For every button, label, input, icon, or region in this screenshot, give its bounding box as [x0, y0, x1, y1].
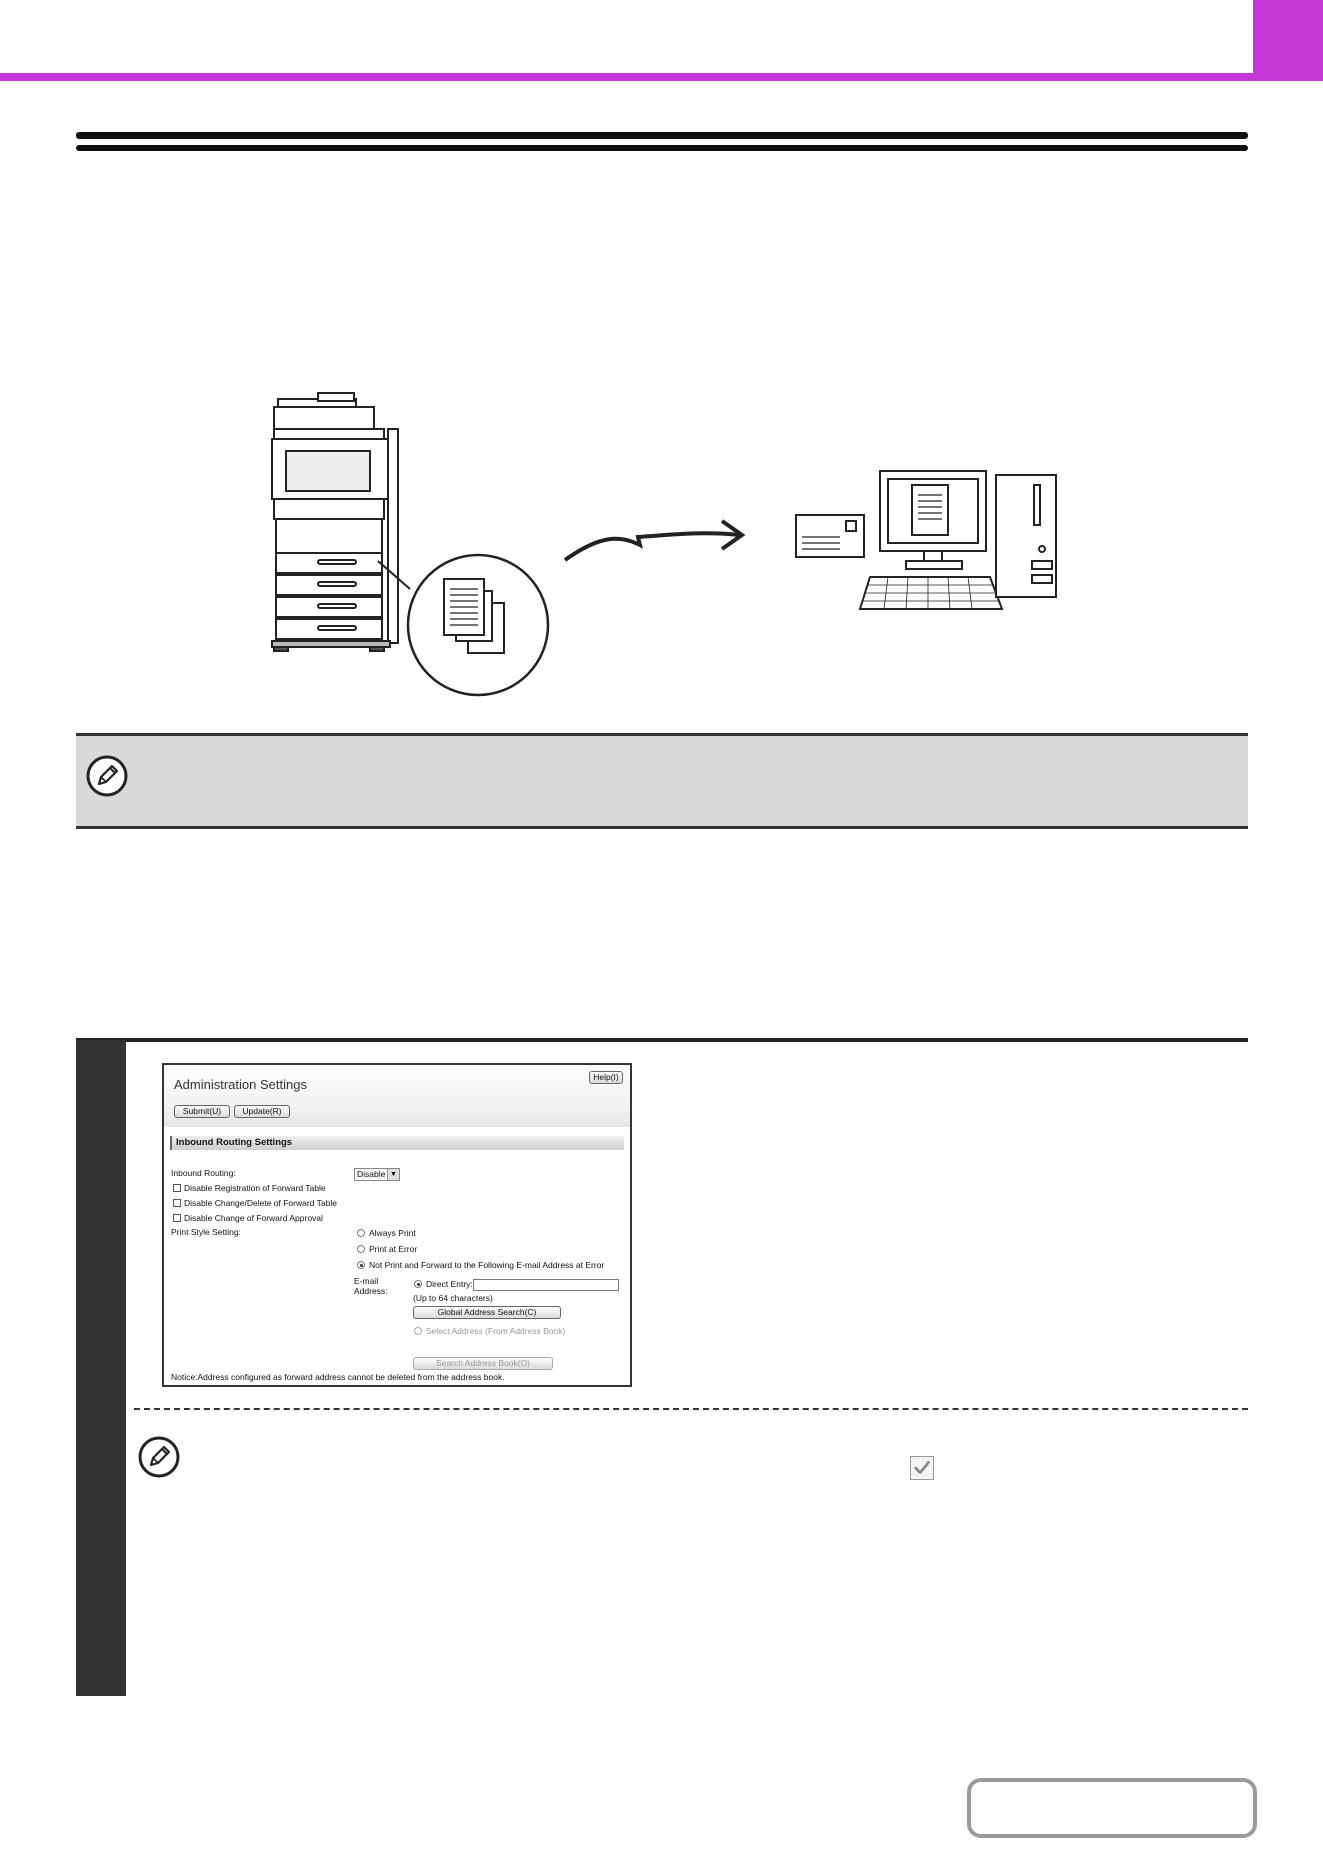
help-button[interactable]: Help(I): [589, 1071, 623, 1084]
radio-print-at-error[interactable]: [357, 1245, 365, 1253]
send-arrow: [565, 521, 742, 560]
select-address-label: Select Address (From Address Book): [426, 1326, 566, 1336]
title-rule-bottom: [76, 145, 1248, 151]
multifunction-printer: [272, 393, 398, 651]
step-bar: [76, 1040, 126, 1696]
radio-always-print[interactable]: [357, 1229, 365, 1237]
pencil-icon: [138, 1436, 180, 1478]
contents-button[interactable]: [967, 1778, 1257, 1838]
corner-tab[interactable]: [1253, 0, 1323, 76]
chevron-down-icon: ▼: [387, 1169, 399, 1180]
notice-text: Notice:Address configured as forward address cannot be deleted from the address book.: [171, 1372, 505, 1382]
radio-label: Not Print and Forward to the Following E-mail Address at Error: [369, 1260, 605, 1270]
checkbox-disable-approval[interactable]: [173, 1214, 181, 1222]
checkbox-disable-change-delete[interactable]: [173, 1199, 181, 1207]
dashed-separator: [134, 1408, 1248, 1410]
received-documents: [378, 555, 548, 695]
char-limit-note: (Up to 64 characters): [413, 1293, 493, 1303]
section-title: Inbound Routing Settings: [170, 1136, 624, 1150]
title-rule-top: [76, 132, 1248, 139]
desktop-computer: [860, 471, 1056, 609]
inbound-routing-label: Inbound Routing:: [171, 1168, 236, 1178]
radio-forward-at-error[interactable]: [357, 1261, 365, 1269]
radio-select-address[interactable]: [414, 1327, 422, 1335]
inbound-routing-value: Disable: [357, 1169, 386, 1179]
radio-label: Print at Error: [369, 1244, 418, 1254]
radio-label: Always Print: [369, 1228, 416, 1238]
radio-direct-entry[interactable]: [414, 1280, 422, 1288]
step-rule: [76, 1038, 1248, 1042]
checkbox-checked-icon: [910, 1456, 934, 1480]
global-address-search-button[interactable]: Global Address Search(C): [413, 1306, 561, 1319]
checkbox-label: Disable Change of Forward Approval: [184, 1213, 323, 1223]
update-button[interactable]: Update(R): [234, 1105, 290, 1118]
email-label: Address:: [354, 1286, 388, 1296]
note-box: [76, 733, 1248, 829]
header-accent-line: [0, 73, 1323, 81]
search-address-book-button[interactable]: Search Address Book(O): [413, 1357, 553, 1370]
pencil-icon: [86, 755, 128, 797]
print-style-label: Print Style Setting:: [171, 1227, 241, 1237]
settings-screenshot: [162, 1063, 632, 1387]
checkbox-disable-registration[interactable]: [173, 1184, 181, 1192]
checkbox-label: Disable Registration of Forward Table: [184, 1183, 326, 1193]
inbound-routing-select[interactable]: [354, 1168, 400, 1181]
checkbox-label: Disable Change/Delete of Forward Table: [184, 1198, 337, 1208]
email-envelope: [796, 515, 864, 557]
submit-button[interactable]: Submit(U): [174, 1105, 230, 1118]
email-input[interactable]: [473, 1279, 619, 1291]
forwarding-illustration: [260, 385, 1060, 705]
email-label: E-mail: [354, 1276, 379, 1286]
direct-entry-label: Direct Entry:: [426, 1279, 473, 1289]
panel-header: [164, 1065, 630, 1127]
panel-title: Administration Settings: [174, 1077, 307, 1092]
